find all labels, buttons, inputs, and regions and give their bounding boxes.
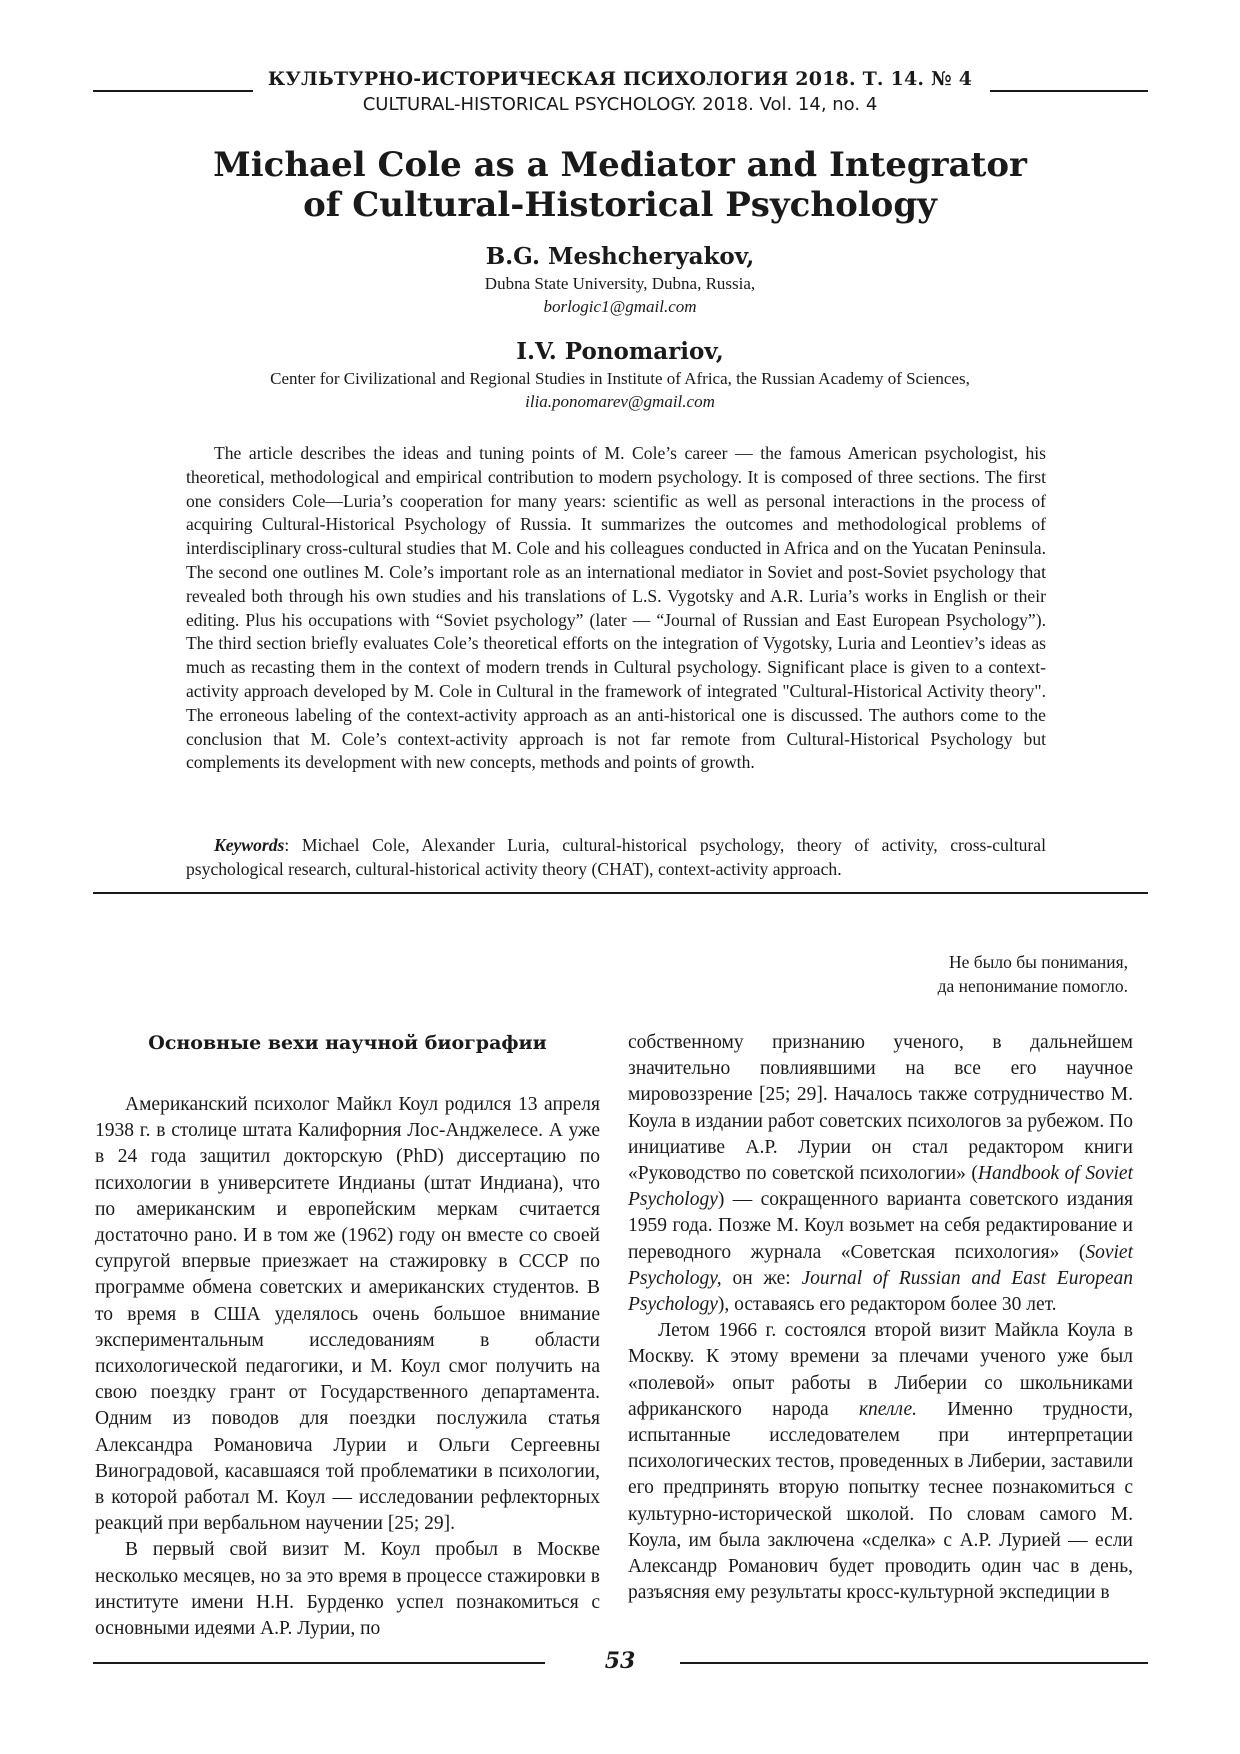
author-email[interactable]: borlogic1@gmail.com bbox=[543, 297, 697, 316]
journal-title-ru: КУЛЬТУРНО-ИСТОРИЧЕСКАЯ ПСИХОЛОГИЯ 2018. Т. 14. № 4 bbox=[267, 68, 973, 90]
body-text: собственному признанию ученого, в дальнейшем значительно повлиявшими на все его научное мировоззрение [25; 29]. Началось также сотрудничество М. Коула в издании работ советских психологов за рубежом. По инициативе А.Р. Лурии он стал редактором книги «Руководство по советской психологии» ( bbox=[628, 1032, 1133, 1185]
article-title-line-1: Michael Cole as a Mediator and Integrator bbox=[213, 145, 1027, 185]
author-affiliation: Dubna State University, Dubna, Russia, bbox=[484, 274, 756, 293]
author-name: I.V. Ponomariov, bbox=[516, 338, 724, 365]
article-title-line-2: of Cultural-Historical Psychology bbox=[303, 185, 937, 225]
body-paragraph: Американский психолог Майкл Коул родился 13 апреля 1938 г. в столице штата Калифорния Лос-Анджелесе. А уже в 24 года защитил докторскую (PhD) диссертацию по психологии в университете Индианы (штат Индиана), что по американским и европейским меркам считается достаточно рано. И в том же (1962) году он вместе со своей супругой впервые приезжает на стажировку в СССР по программе обмена советских и американских студентов. В то время в США уделялось очень большое внимание экспериментальным исследованиям в области психологической педагогики, и М. Коул смог получить на свою поездку грант от Государственного департамента. Одним из поводов для поездки послужила статья Александра Романовича Лурии и Ольги Сергеевны Виноградовой, касавшаяся той проблематики в психологии, в которой работал М. Коул — исследовании рефлекторных реакций при вербальном научении [25; 29]. bbox=[95, 1094, 600, 1535]
body-text: Именно трудности, испытанные исследователем при интерпретации психологических тестов, проведенных в Либерии, заставили его предпринять вторую попытку теснее познакомиться с культурно-исторической школой. По словам самого М. Коула, им была заключена «сделка» с А.Р. Лурией — если Александр Романович будет проводить один час в день, разъясняя ему результаты кросс-культурной экспедиции в bbox=[628, 1398, 1133, 1604]
body-text: Летом 1966 г. состоялся второй визит Майкла Коула в Москву. К этому времени за плечами ученого уже был «полевой» опыт работы в Либерии со школьниками африканского народа bbox=[628, 1320, 1133, 1420]
epigraph bbox=[938, 950, 1128, 998]
header-rule-left bbox=[93, 90, 253, 92]
abstract-separator bbox=[93, 892, 1148, 894]
body-text-italic: Journal of Russian and East European Psychology bbox=[628, 1267, 1133, 1316]
body-paragraph bbox=[628, 1030, 1133, 1318]
body-text: ), оставаясь его редактором более 30 лет. bbox=[717, 1294, 1057, 1316]
keywords bbox=[186, 834, 1046, 882]
body-column-left bbox=[95, 1030, 600, 1642]
keywords-text: : Michael Cole, Alexander Luria, cultural-historical psychology, theory of activity, cross-cultural psychological research, cultural-historical activity theory (CHAT), context-activity approach. bbox=[186, 835, 1046, 879]
body-column-right bbox=[628, 1030, 1133, 1606]
body-text-italic: кпелле. bbox=[858, 1398, 917, 1420]
article-title bbox=[0, 145, 1240, 225]
epigraph-line-1: Не было бы понимания, bbox=[948, 952, 1128, 972]
page-number: 53 bbox=[604, 1648, 636, 1674]
body-text-italic: Soviet Psychology, bbox=[628, 1241, 1133, 1289]
author-affiliation: Center for Civilizational and Regional Studies in Institute of Africa, the Russian Academy of Sciences, bbox=[270, 369, 970, 388]
body-paragraph: В первый свой визит М. Коул пробыл в Москве несколько месяцев, но за это время в процессе стажировки в институте имени Н.Н. Бурденко успел познакомиться с основными идеями А.Р. Лурии, по bbox=[95, 1539, 600, 1640]
epigraph-line-2: да непонимание помогло. bbox=[937, 976, 1128, 996]
body-paragraph bbox=[628, 1318, 1133, 1606]
journal-title-en: CULTURAL-HISTORICAL PSYCHOLOGY. 2018. Vol. 14, no. 4 bbox=[362, 94, 878, 115]
author-email[interactable]: ilia.ponomarev@gmail.com bbox=[525, 392, 715, 411]
body-text: он же: bbox=[721, 1267, 802, 1289]
section-heading: Основные вехи научной биографии bbox=[148, 1032, 547, 1054]
author-name: B.G. Meshcheryakov, bbox=[485, 243, 755, 270]
footer-rule-left bbox=[93, 1662, 545, 1664]
abstract: The article describes the ideas and tuning points of M. Cole’s career — the famous American psychologist, his theoretical, methodological and empirical contribution to modern psychology. It is composed of three sections. The first one considers Cole—Luria’s cooperation for many years: scientific as well as personal interactions in the process of acquiring Cultural-Historical Psychology of Russia. It summarizes the outcomes and methodological problems of interdisciplinary cross-cultural studies that M. Cole and his colleagues conducted in Africa and on the Yucatan Peninsula. The second one outlines M. Cole’s important role as an international mediator in Soviet and post-Soviet psychology that revealed both through his own studies and his translations of L.S. Vygotsky and A.R. Luria’s works in English or their editing. Plus his occupations with “Soviet psychology” (later — “Journal of Russian and East European Psychology”). The third section briefly evaluates Cole’s theoretical efforts on the integration of Vygotsky, Luria and Leontiev’s ideas as much as recasting them in the context of modern trends in Cultural psychology. Significant place is given to a context-activity approach developed by M. Cole in Cultural in the framework of integrated "Cultural-Historical Activity theory". The erroneous labeling of the context-activity approach as an anti-historical one is discussed. The authors come to the conclusion that M. Cole’s context-activity approach is not far remote from Cultural-Historical Psychology but complements its development with new concepts, methods and points of growth. bbox=[186, 443, 1046, 773]
body-text: ) — сокращенного варианта советского издания 1959 года. Позже М. Коул возьмет на себя редактирование и переводного журнала «Советская психология» ( bbox=[628, 1189, 1133, 1263]
footer-rule-right bbox=[680, 1662, 1148, 1664]
header-rule-right bbox=[990, 90, 1148, 92]
body-text-italic: Handbook of Soviet Psychology bbox=[628, 1163, 1133, 1211]
keywords-label: Keywords bbox=[214, 835, 285, 855]
